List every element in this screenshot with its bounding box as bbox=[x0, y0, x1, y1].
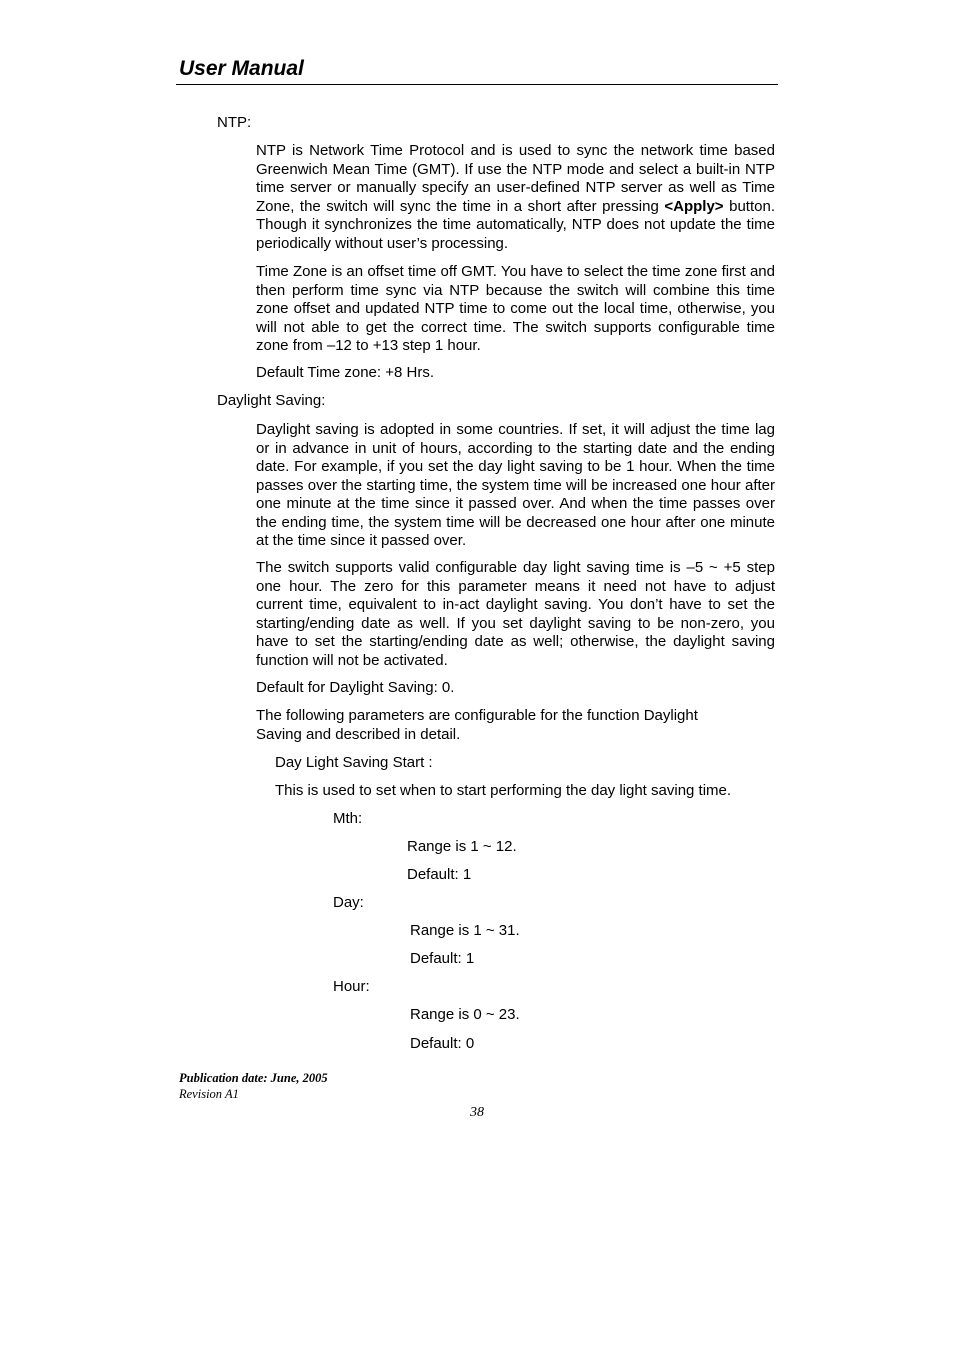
hour-label: Hour: bbox=[333, 978, 370, 995]
ntp-paragraph-1 bbox=[256, 142, 775, 253]
ntp-paragraph-2: Time Zone is an offset time off GMT. You have to select the time zone first and then perform time sync via NTP because the switch will combine this time zone offset and updated NTP time to come out the local time, otherwise, you will not able to get the correct time. The switch supports configurable time zone from –12 to +13 step 1 hour. bbox=[256, 263, 775, 354]
apply-button-reference: <Apply> bbox=[664, 197, 724, 215]
hour-range: Range is 0 ~ 23. bbox=[410, 1006, 520, 1023]
page-number: 38 bbox=[470, 1105, 484, 1120]
hour-default: Default: 0 bbox=[410, 1035, 475, 1052]
mth-range: Range is 1 ~ 12. bbox=[407, 838, 517, 855]
daylight-start-heading: Day Light Saving Start : bbox=[275, 754, 433, 771]
mth-default: Default: 1 bbox=[407, 866, 472, 883]
header-title: User Manual bbox=[179, 57, 304, 80]
daylight-following-line-2: Saving and described in detail. bbox=[256, 726, 461, 743]
day-default: Default: 1 bbox=[410, 950, 475, 967]
day-label: Day: bbox=[333, 894, 364, 911]
ntp-heading: NTP: bbox=[217, 114, 252, 131]
ntp-default: Default Time zone: +8 Hrs. bbox=[256, 364, 434, 381]
daylight-start-description: This is used to set when to start performing the day light saving time. bbox=[275, 782, 732, 799]
ntp-paragraph-1-text-b: button. Though it synchronizes the time automatically, NTP does not update the time periodically without user’s processing. bbox=[256, 197, 775, 252]
daylight-paragraph-2: The switch supports valid configurable day light saving time is –5 ~ +5 step one hour. The zero for this parameter means it need not have to adjust current time, equivalent to in-act daylight saving. You don’t have to set the starting/ending date as well. If you set daylight saving to be non-zero, you have to set the starting/ending date as well; otherwise, the daylight saving function will not be activated. bbox=[256, 559, 775, 669]
day-range: Range is 1 ~ 31. bbox=[410, 922, 520, 939]
footer-revision: Revision A1 bbox=[179, 1087, 239, 1101]
daylight-following-line-1: The following parameters are configurable for the function Daylight bbox=[256, 707, 698, 724]
daylight-default: Default for Daylight Saving: 0. bbox=[256, 679, 455, 696]
ntp-paragraph-1-text-a: NTP is Network Time Protocol and is used to sync the network time based Greenwich Mean Time (GMT). If use the NTP mode and select a built-in NTP time server or manually specify an user-defined NTP server as well as Time Zone, the switch will sync the time in a short after pressing bbox=[256, 142, 775, 215]
daylight-paragraph-1: Daylight saving is adopted in some countries. If set, it will adjust the time lag or in advance in unit of hours, according to the starting date and the ending date. For example, if you set the day light saving to be 1 hour. When the time passes over the starting time, the system time will be increased one hour after one minute at the time since it passed over. And when the time passes over the ending time, the system time will be decreased one hour after one minute at the time since it passed over. bbox=[256, 421, 775, 549]
daylight-heading: Daylight Saving: bbox=[217, 392, 326, 409]
mth-label: Mth: bbox=[333, 810, 363, 827]
header-rule bbox=[176, 84, 778, 85]
footer-publication-date: Publication date: June, 2005 bbox=[179, 1071, 328, 1085]
